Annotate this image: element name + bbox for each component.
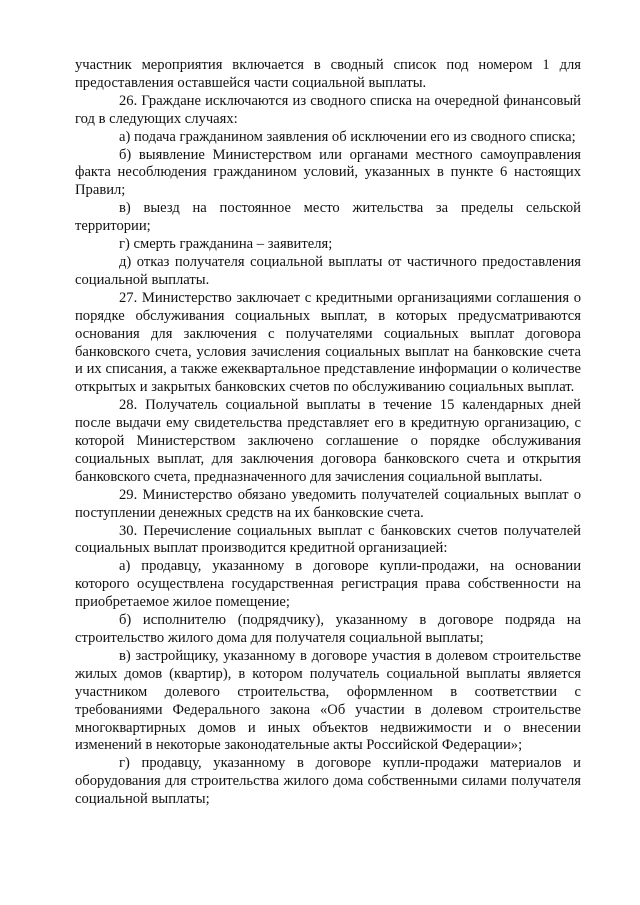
paragraph-30-a: а) продавцу, указанному в договоре купли-продажи, на основании которого осуществлена государственная регистрация права собственности на приобретаемое жилое помещение; [75,558,581,611]
document-page [75,57,581,809]
paragraph-30: 30. Перечисление социальных выплат с банковских счетов получателей социальных выплат производится кредитной организацией: [75,522,581,557]
paragraph-26: 26. Граждане исключаются из сводного списка на очередной финансовый год в следующих случаях: [75,92,581,127]
paragraph-30-v: в) застройщику, указанному в договоре участия в долевом строительстве жилых домов (квартир), в котором получатель социальной выплаты является участником долевого строительства, оформленном в соответствии с требованиями Федерального закона «Об участии в долевом строительстве многоквартирных домов и иных объектов недвижимости и о внесении изменений в некоторые законодательные акты Российской Федерации»; [75,647,581,754]
paragraph-26-a: а) подача гражданином заявления об исключении его из сводного списка; [119,128,576,145]
paragraph-26-g: г) смерть гражданина – заявителя; [119,236,333,253]
paragraph-28: 28. Получатель социальной выплаты в течение 15 календарных дней после выдачи ему свидетельства представляет его в кредитную организацию, с которой Министерством заключено соглашение о порядке обслуживания социальных выплат, для заключения договора банковского счета и открытия банковского счета, предназначенного для зачисления социальной выплаты. [75,397,581,485]
paragraph-29: 29. Министерство обязано уведомить получателей социальных выплат о поступлении денежных средств на их банковские счета. [75,486,581,521]
paragraph-continuation: участник мероприятия включается в сводный список под номером 1 для предоставления оставшейся части социальной выплаты. [75,57,581,91]
paragraph-27: 27. Министерство заключает с кредитными организациями соглашения о порядке обслуживания социальных выплат, в которых предусматриваются основания для заключения с получателями социальных выплат договора банковского счета, условия зачисления социальных выплат на банковские счета и их списания, а также ежеквартальное представление информации о количестве открытых и закрытых банковских счетов по обслуживанию социальных выплат. [75,289,581,396]
paragraph-26-d: д) отказ получателя социальной выплаты от частичного предоставления социальной выплаты. [75,253,581,288]
paragraph-26-b: б) выявление Министерством или органами местного самоуправления факта несоблюдения гражданином условий, указанных в пункте 6 настоящих Правил; [75,146,581,199]
paragraph-30-b: б) исполнителю (подрядчику), указанному в договоре подряда на строительство жилого дома для получателя социальной выплаты; [75,612,581,646]
paragraph-26-v: в) выезд на постоянное место жительства за пределы сельской территории; [75,200,581,235]
paragraph-30-g: г) продавцу, указанному в договоре купли-продажи материалов и оборудования для строительства жилого дома собственными силами получателя социальной выплаты; [75,755,581,808]
